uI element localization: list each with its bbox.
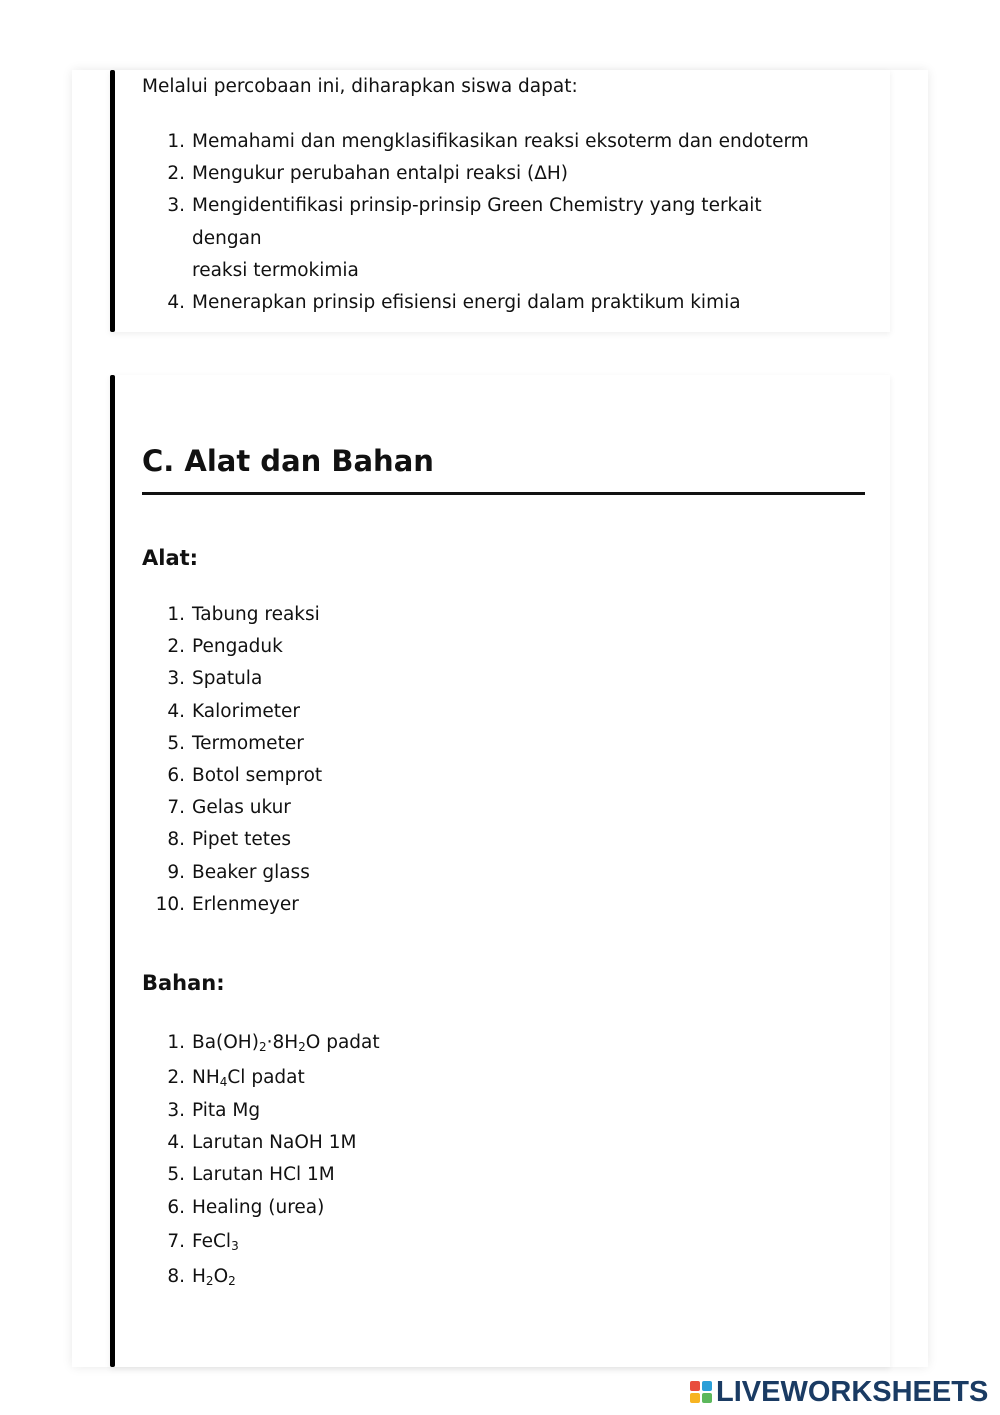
objectives-card <box>110 70 890 332</box>
list-item <box>110 599 810 631</box>
list-item <box>110 1159 810 1191</box>
list-item <box>110 728 810 760</box>
list-text: Kalorimeter <box>192 700 300 722</box>
list-item <box>110 824 810 856</box>
list-item <box>110 792 810 824</box>
list-item <box>110 1127 810 1159</box>
list-number: 2. <box>167 163 185 185</box>
logo-mark-icon <box>690 1381 712 1403</box>
list-text: Menerapkan prinsip efisiensi energi dalam praktikum kimia <box>192 292 741 314</box>
list-number: 4. <box>167 1132 185 1154</box>
list-text: Gelas ukur <box>192 797 291 819</box>
list-item <box>110 760 810 792</box>
list-number: 10. <box>155 893 185 915</box>
list-item <box>110 1192 810 1224</box>
list-item <box>110 1095 810 1127</box>
alat-heading: Alat: <box>142 546 199 570</box>
list-text: Healing (urea) <box>192 1196 325 1218</box>
list-number: 2. <box>167 636 185 658</box>
logo-square <box>690 1381 700 1391</box>
list-number: 7. <box>167 797 185 819</box>
list-text: Mengukur perubahan entalpi reaksi (ΔH) <box>192 163 568 185</box>
list-item <box>110 1060 810 1095</box>
list-number: 5. <box>167 1164 185 1186</box>
section-heading: C. Alat dan Bahan <box>142 444 434 478</box>
list-text: Pengaduk <box>192 636 283 658</box>
list-item <box>110 1259 810 1294</box>
list-number: 1. <box>167 131 185 152</box>
list-number: 8. <box>167 829 185 851</box>
logo-square <box>690 1393 700 1403</box>
bahan-list <box>110 1025 810 1294</box>
list-item <box>110 1025 810 1060</box>
list-item <box>110 1224 810 1259</box>
list-number: 9. <box>167 861 185 883</box>
list-text: Larutan HCl 1M <box>192 1164 335 1186</box>
formula-text: $NH_4Cl$ padat <box>192 1067 305 1089</box>
logo-square <box>702 1381 712 1391</box>
objectives-list <box>110 126 830 319</box>
list-text-continued: reaksi termokimia <box>192 259 359 281</box>
list-item <box>110 663 810 695</box>
list-number: 4. <box>167 700 185 722</box>
list-item <box>110 696 810 728</box>
list-text: Erlenmeyer <box>192 893 299 915</box>
alat-list <box>110 599 810 921</box>
list-text: Pipet tetes <box>192 829 292 851</box>
list-text: Mengidentifikasi prinsip-prinsip Green Chemistry yang terkait dengan <box>192 195 762 249</box>
list-number: 3. <box>167 1100 185 1121</box>
liveworksheets-logo <box>690 1375 988 1409</box>
list-number: 4. <box>167 292 185 314</box>
list-item <box>110 126 830 158</box>
objectives-intro: Melalui percobaan ini, diharapkan siswa dapat: <box>142 76 578 97</box>
list-text: Larutan NaOH 1M <box>192 1132 357 1154</box>
list-text: Spatula <box>192 668 263 690</box>
list-text: Termometer <box>192 732 304 754</box>
list-text: Beaker glass <box>192 861 310 883</box>
formula-text: FeCl$_3$ <box>192 1230 239 1253</box>
list-text: Memahami dan mengklasifikasikan reaksi eksoterm dan endoterm <box>192 131 809 152</box>
list-number: 1. <box>167 1032 185 1053</box>
logo-text: LIVEWORKSHEETS <box>716 1375 989 1408</box>
list-text: Botol semprot <box>192 765 323 787</box>
equipment-card <box>110 375 890 1367</box>
list-item <box>110 190 830 287</box>
formula-text: $H_2O_2$ <box>192 1265 236 1288</box>
list-item <box>110 631 810 663</box>
list-item <box>110 158 830 190</box>
list-number: 7. <box>167 1230 185 1252</box>
formula-text: $Ba(OH)_2\cdot 8H_2O$ padat <box>192 1032 380 1054</box>
list-number: 1. <box>167 604 185 625</box>
list-item <box>110 287 830 319</box>
list-number: 3. <box>167 668 185 690</box>
list-item <box>110 857 810 889</box>
logo-square <box>702 1393 712 1403</box>
list-item <box>110 889 810 921</box>
list-text: Tabung reaksi <box>192 604 320 625</box>
list-number: 2. <box>167 1067 185 1088</box>
list-text: Pita Mg <box>192 1100 261 1121</box>
list-number: 8. <box>167 1265 185 1287</box>
list-number: 5. <box>167 732 185 754</box>
list-number: 6. <box>167 765 185 787</box>
bahan-heading: Bahan: <box>142 971 225 995</box>
heading-divider <box>142 492 865 495</box>
list-number: 3. <box>167 195 185 217</box>
list-number: 6. <box>167 1196 185 1218</box>
